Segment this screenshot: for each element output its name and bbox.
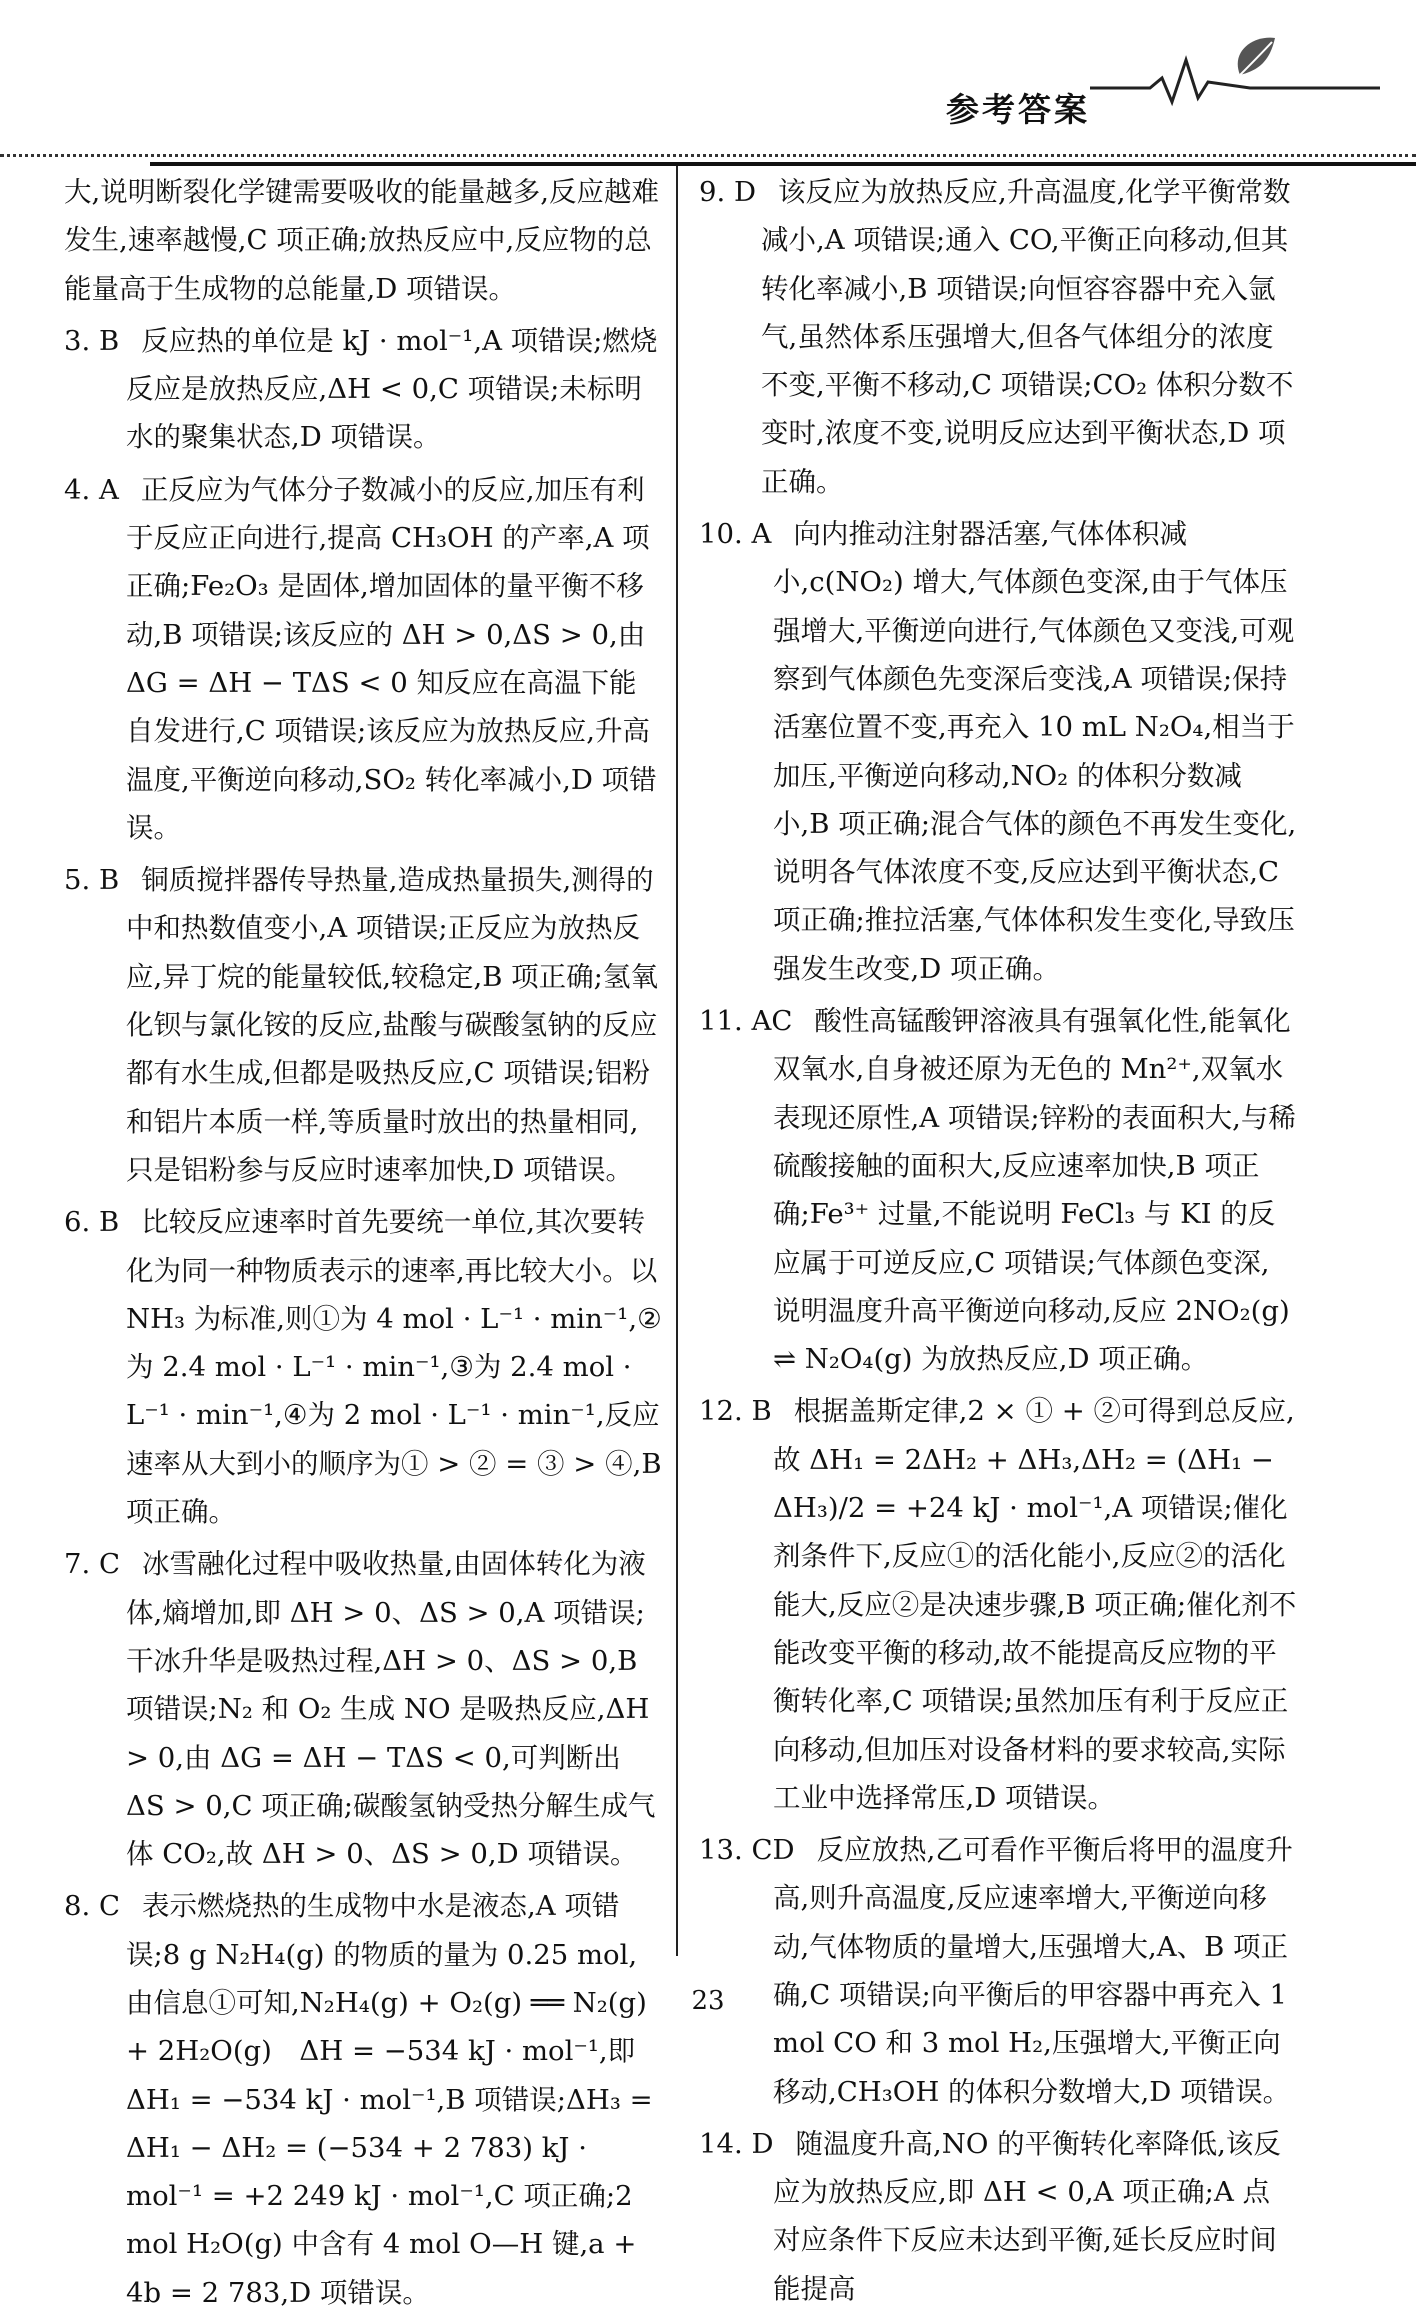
page-number: 23 bbox=[691, 1986, 725, 2016]
header-title: 参考答案 bbox=[946, 90, 1090, 129]
answer-text: 铜质搅拌器传导热量,造成热量损失,测得的中和热数值变小,A 项错误;正反应为放热反应,异丁烷的能量较低,较稳定,B 项正确;氢氧化钡与氯化铵的反应,盐酸与碳酸氢钠的反应都有水生成,但都是吸热反应,C 项错误;铝粉和铝片本质一样,等质量时放出的热量相同,只是铝粉参与反应时速率加快,D 项错误。 bbox=[126, 864, 658, 1186]
answer-text: 反应放热,乙可看作平衡后将甲的温度升高,则升高温度,反应速率增大,平衡逆向移动,气体物质的量增大,压强增大,A、B 项正确,C 项错误;向平衡后的甲容器中再充入 1 mol CO 和 3 mol H₂,压强增大,平衡正向移动,CH₃OH 的体积分数增大,D 项错误。 bbox=[773, 1834, 1293, 2108]
answer-number: 12. B bbox=[699, 1395, 772, 1428]
answer-item bbox=[699, 997, 1297, 1383]
header-dotted-rule bbox=[0, 154, 1416, 157]
answer-text: 随温度升高,NO 的平衡转化率降低,该反应为放热反应,即 ΔH < 0,A 项正确;A 点对应条件下反应未达到平衡,延长反应时间能提高 bbox=[773, 2127, 1281, 2305]
answer-item bbox=[699, 2120, 1297, 2313]
heartbeat-leaf-icon bbox=[1090, 30, 1390, 120]
answer-item bbox=[64, 466, 662, 852]
answer-item bbox=[699, 510, 1297, 993]
answer-number: 4. A bbox=[64, 473, 119, 506]
answer-text: 表示燃烧热的生成物中水是液态,A 项错误;8 g N₂H₄(g) 的物质的量为 0.25 mol,由信息①可知,N₂H₄(g) + O₂(g) ══ N₂(g) + 2H₂O(g) ΔH = −534 kJ · mol⁻¹,即 ΔH₁ = −534 kJ · mol⁻¹,B 项错误;ΔH₃ = ΔH₁ − ΔH₂ = (−534 + 2 783) kJ · mol⁻¹ = +2 249 kJ · mol⁻¹,C 项正确;2 mol H₂O(g) 中含有 4 mol O—H 键,a + 4b = 2 783,D 项错误。 bbox=[126, 1890, 653, 2309]
answer-number: 11. AC bbox=[699, 1005, 793, 1038]
answer-item bbox=[64, 317, 662, 462]
answer-item bbox=[64, 1198, 662, 1536]
answer-text: 反应热的单位是 kJ · mol⁻¹,A 项错误;燃烧反应是放热反应,ΔH < 0,C 项错误;未标明水的聚集状态,D 项错误。 bbox=[126, 324, 658, 454]
answer-number: 5. B bbox=[64, 864, 120, 897]
answer-item bbox=[699, 1387, 1297, 1822]
answer-text: 酸性高锰酸钾溶液具有强氧化性,能氧化双氧水,自身被还原为无色的 Mn²⁺,双氧水表现还原性,A 项错误;锌粉的表面积大,与稀硫酸接触的面积大,反应速率加快,B 项正确;Fe³⁺ 过量,不能说明 FeCl₃ 与 KI 的反应属于可逆反应,C 项错误;气体颜色变深,说明温度升高平衡逆向移动,反应 2NO₂(g) ⇌ N₂O₄(g) 为放热反应,D 项正确。 bbox=[773, 1005, 1296, 1376]
answer-item bbox=[64, 168, 662, 313]
answer-item bbox=[699, 1826, 1297, 2116]
answer-number: 13. CD bbox=[699, 1834, 795, 1867]
column-divider bbox=[676, 166, 678, 1956]
answer-text: 正反应为气体分子数减小的反应,加压有利于反应正向进行,提高 CH₃OH 的产率,A 项正确;Fe₂O₃ 是固体,增加固体的量平衡不移动,B 项错误;该反应的 ΔH > 0,ΔS > 0,由 ΔG = ΔH − TΔS < 0 知反应在高温下能自发进行,C 项错误;该反应为放热反应,升高温度,平衡逆向移动,SO₂ 转化率减小,D 项错误。 bbox=[126, 473, 657, 844]
header-solid-rule bbox=[150, 162, 1416, 166]
answer-item bbox=[64, 856, 662, 1194]
answer-text: 冰雪融化过程中吸收热量,由固体转化为液体,熵增加,即 ΔH > 0、ΔS > 0,A 项错误;干冰升华是吸热过程,ΔH > 0、ΔS > 0,B 项错误;N₂ 和 O₂ 生成 NO 是吸热反应,ΔH > 0,由 ΔG = ΔH − TΔS < 0,可判断出 ΔS > 0,C 项正确;碳酸氢钠受热分解生成气体 CO₂,故 ΔH > 0、ΔS > 0,D 项错误。 bbox=[126, 1548, 656, 1871]
answer-number: 6. B bbox=[64, 1206, 120, 1239]
answer-number: 14. D bbox=[699, 2127, 774, 2160]
answer-text: 该反应为放热反应,升高温度,化学平衡常数减小,A 项错误;通入 CO,平衡正向移动,但其转化率减小,B 项错误;向恒容容器中充入氩气,虽然体系压强增大,但各气体组分的浓度不变,平衡不移动,C 项错误;CO₂ 体积分数不变时,浓度不变,说明反应达到平衡状态,D 项正确。 bbox=[761, 176, 1294, 498]
answer-item bbox=[64, 1882, 662, 2317]
answer-item bbox=[64, 1540, 662, 1878]
answer-number: 9. D bbox=[699, 176, 757, 208]
answer-item bbox=[699, 168, 1297, 506]
answer-text: 大,说明断裂化学键需要吸收的能量越多,反应越难发生,速率越慢,C 项正确;放热反应中,反应物的总能量高于生成物的总能量,D 项错误。 bbox=[64, 176, 659, 305]
page-header bbox=[0, 0, 1416, 160]
answer-number: 8. C bbox=[64, 1890, 121, 1923]
answer-number: 10. A bbox=[699, 518, 772, 551]
answer-text: 向内推动注射器活塞,气体体积减小,c(NO₂) 增大,气体颜色变深,由于气体压强增大,平衡逆向进行,气体颜色又变浅,可观察到气体颜色先变深后变浅,A 项错误;保持活塞位置不变,再充入 10 mL N₂O₄,相当于加压,平衡逆向移动,NO₂ 的体积分数减小,B 项正确;混合气体的颜色不再发生变化,说明各气体浓度不变,反应达到平衡状态,C 项正确;推拉活塞,气体体积发生变化,导致压强发生改变,D 项正确。 bbox=[773, 518, 1297, 985]
answer-number: 7. C bbox=[64, 1548, 121, 1581]
answer-number: 3. B bbox=[64, 324, 120, 357]
answer-text: 比较反应速率时首先要统一单位,其次要转化为同一种物质表示的速率,再比较大小。以 NH₃ 为标准,则①为 4 mol · L⁻¹ · min⁻¹,②为 2.4 mol · L⁻¹ · min⁻¹,③为 2.4 mol · L⁻¹ · min⁻¹,④为 2 mol · L⁻¹ · min⁻¹,反应速率从大到小的顺序为① > ② = ③ > ④,B 项正确。 bbox=[126, 1206, 662, 1529]
answer-text: 根据盖斯定律,2 × ① + ②可得到总反应,故 ΔH₁ = 2ΔH₂ + ΔH₃,ΔH₂ = (ΔH₁ − ΔH₃)/2 = +24 kJ · mol⁻¹,A 项错误;催化剂条件下,反应①的活化能小,反应②的活化能大,反应②是决速步骤,B 项正确;催化剂不能改变平衡的移动,故不能提高反应物的平衡转化率,C 项错误;虽然加压有利于反应正向移动,但加压对设备材料的要求较高,实际工业中选择常压,D 项错误。 bbox=[773, 1395, 1297, 1814]
